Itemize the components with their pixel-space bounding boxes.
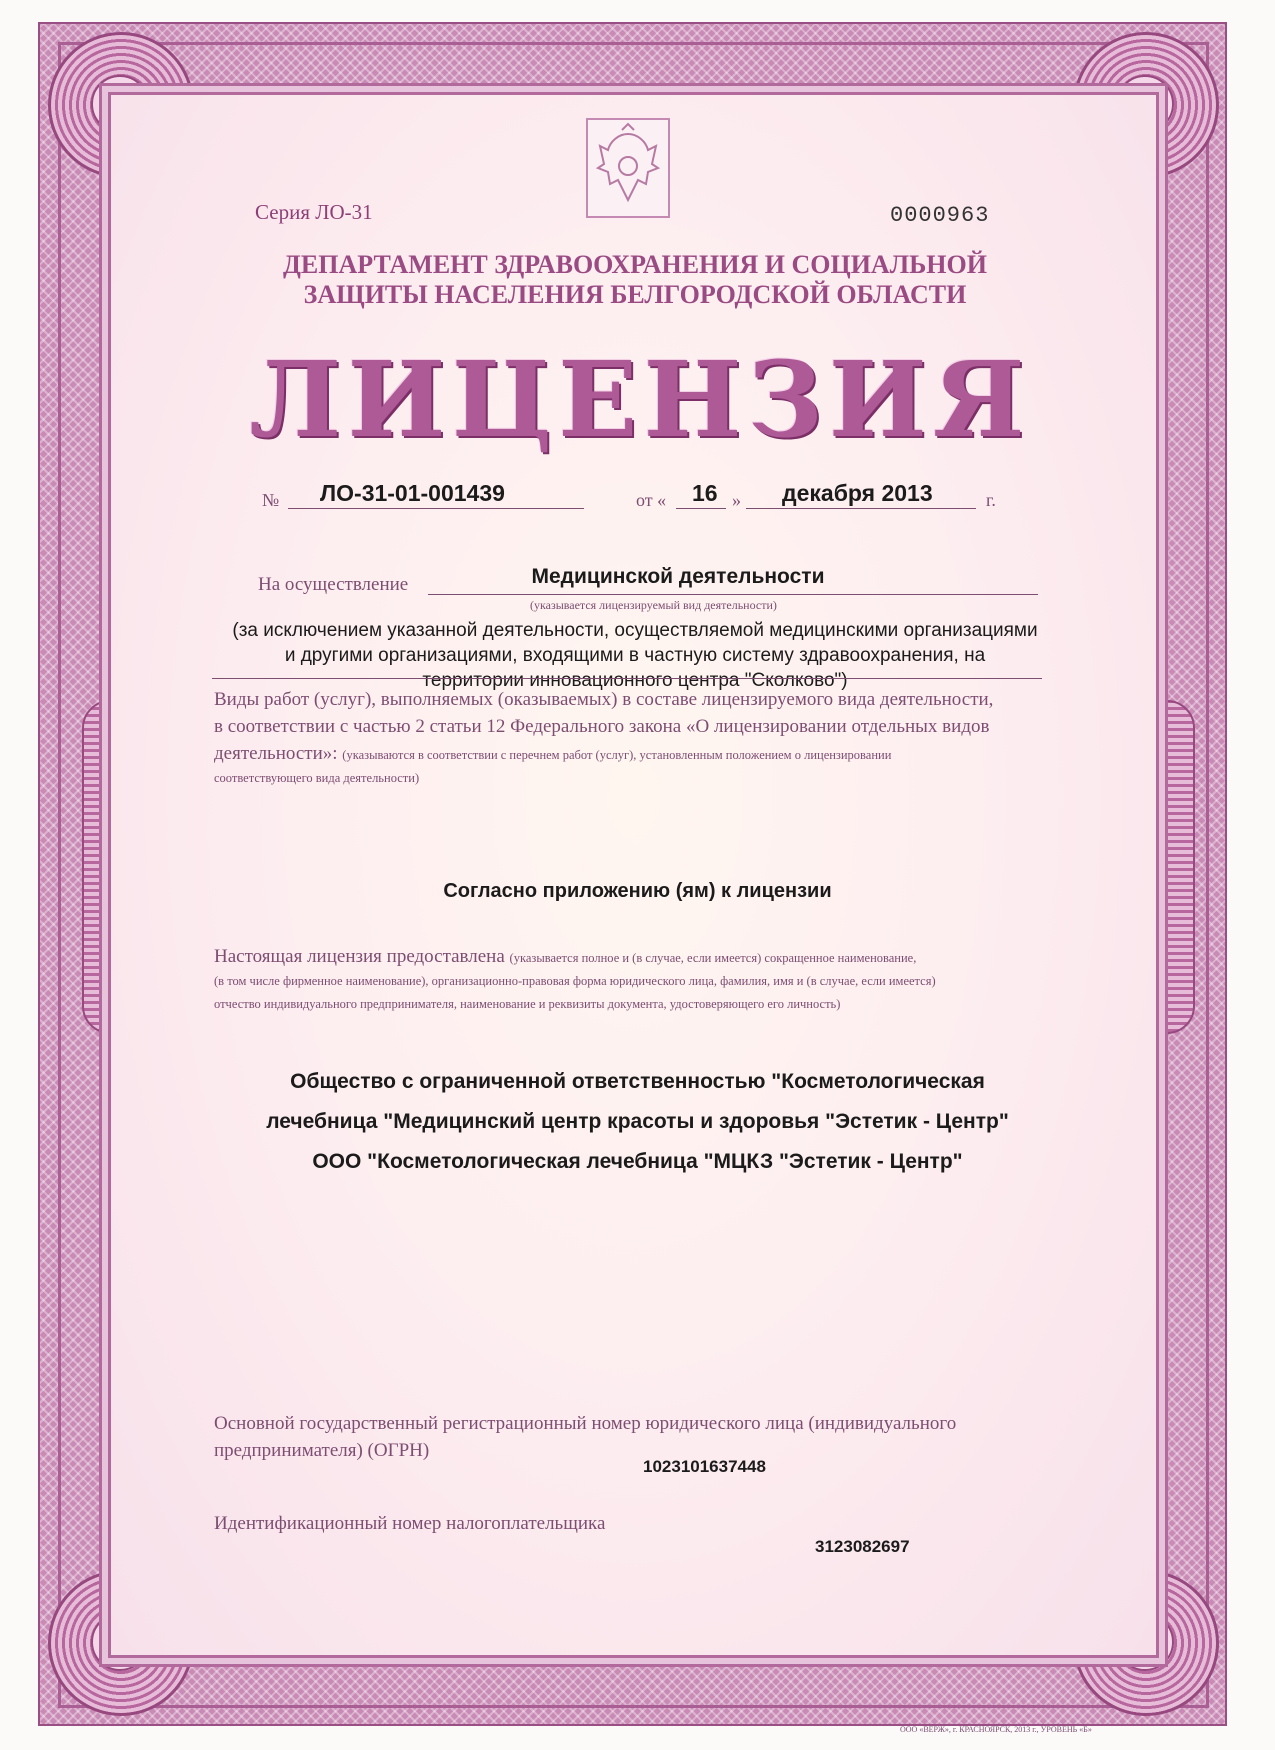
exclusion-underline	[212, 678, 1042, 679]
serial-number: 0000963	[890, 203, 990, 228]
exclusion-line-2: и другими организациями, входящими в частную систему здравоохранения, на	[284, 645, 986, 666]
works-line-1: Виды работ (услуг), выполняемых (оказываемых) в составе лицензируемого вида деятельности,	[214, 689, 994, 710]
activity-underline	[428, 594, 1038, 595]
organization-short-name: ООО "Косметологическая лечебница "МЦКЗ "Эстетик - Центр"	[312, 1150, 963, 1173]
ogrn-label	[214, 1410, 1064, 1464]
ogrn-label-line-1: Основной государственный регистрационный номер юридического лица (индивидуального	[214, 1413, 957, 1434]
license-number-underline	[288, 508, 584, 509]
exclusion-line-1: (за исключением указанной деятельности, осуществляемой медицинскими организациями	[232, 620, 1038, 641]
works-line-3-row	[214, 740, 1044, 769]
authority-line-2: ЗАЩИТЫ НАСЕЛЕНИЯ БЕЛГОРОДСКОЙ ОБЛАСТИ	[303, 280, 967, 309]
grantee-hint-3: отчество индивидуального предпринимателя, наименование и реквизиты документа, удостоверяющего его личность)	[214, 997, 841, 1011]
date-from-label: от «	[636, 490, 667, 510]
license-number: ЛО-31-01-001439	[320, 480, 505, 506]
activity-label: На осуществление	[258, 574, 409, 595]
issuing-authority	[250, 250, 1020, 310]
grantee-hint-2: (в том числе фирменное наименование), организационно-правовая форма юридического лица, фамилия, имя и (в случае, если имеется)	[214, 974, 936, 988]
works-hint-row	[214, 769, 1044, 786]
activity-exclusion-note	[190, 618, 1080, 693]
works-hint-1: (указываются в соответствии с перечнем работ (услуг), установленным положением о лицензировании	[342, 748, 892, 762]
license-month-year: декабря 2013	[782, 480, 933, 506]
document-title: ЛИЦЕНЗИЯ	[249, 338, 1031, 461]
works-paragraph	[214, 686, 1044, 786]
grantee-hint-1: (указывается полное и (в случае, если имеется) сокращенное наименование,	[509, 951, 917, 965]
authority-line-1: ДЕПАРТАМЕНТ ЗДРАВООХРАНЕНИЯ И СОЦИАЛЬНОЙ	[283, 250, 987, 279]
organization-full-name-line-2: лечебница "Медицинский центр красоты и здоровья "Эстетик - Центр"	[266, 1110, 1009, 1133]
exclusion-line-3: территории инновационного центра "Сколково")	[422, 670, 848, 691]
year-suffix: г.	[986, 490, 996, 510]
coat-of-arms-icon	[586, 118, 670, 218]
number-sign: №	[262, 490, 280, 510]
activity-hint: (указывается лицензируемый вид деятельности)	[530, 598, 777, 612]
month-underline	[746, 508, 976, 509]
works-line-2: в соответствии с частью 2 статьи 12 Федерального закона «О лицензировании отдельных видов	[214, 716, 990, 737]
printer-imprint: ООО «ВЕРЖ», г. КРАСНОЯРСК, 2013 г., УРОВЕНЬ «Б»	[900, 1725, 1092, 1734]
organization-full-name-line-1: Общество с ограниченной ответственностью "Косметологическая	[290, 1070, 985, 1093]
grantee-intro-row	[214, 946, 1044, 969]
inn-value: 3123082697	[815, 1537, 910, 1556]
ogrn-label-line-2: предпринимателя) (ОГРН)	[214, 1440, 430, 1461]
works-value: Согласно приложению (ям) к лицензии	[443, 880, 832, 902]
grantee-paragraph	[214, 946, 1044, 1015]
ogrn-value: 1023101637448	[643, 1457, 766, 1476]
series-label: Серия ЛО-31	[255, 200, 373, 224]
day-close-quote: »	[732, 490, 741, 510]
works-hint-2: соответствующего вида деятельности)	[214, 771, 420, 785]
activity-value: Медицинской деятельности	[531, 565, 825, 588]
license-day: 16	[692, 480, 718, 506]
grantee-intro: Настоящая лицензия предоставлена	[214, 946, 505, 967]
day-underline	[676, 508, 726, 509]
inn-label: Идентификационный номер налогоплательщика	[214, 1513, 606, 1534]
works-line-3: деятельности»:	[214, 743, 338, 764]
